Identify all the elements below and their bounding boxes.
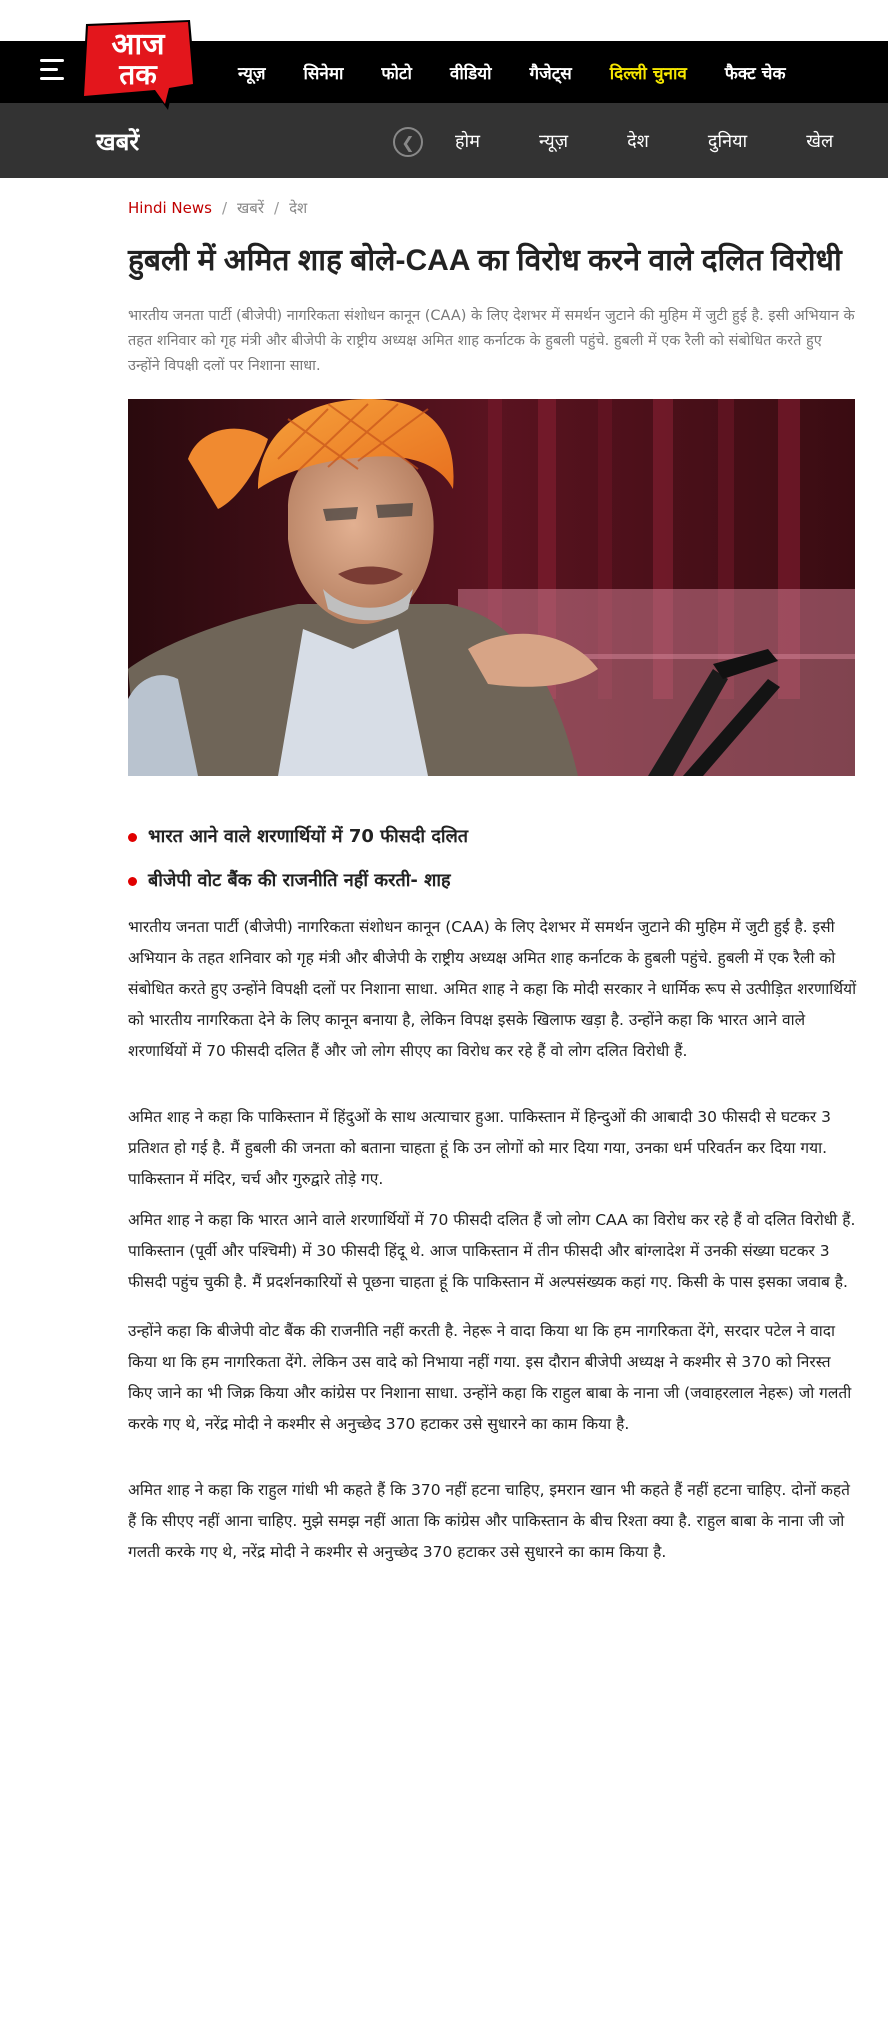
topnav-item-photo[interactable]: फोटो [381, 63, 412, 84]
subnav-item-sports[interactable]: खेल [806, 130, 834, 152]
article-summary: भारतीय जनता पार्टी (बीजेपी) नागरिकता संशोधन कानून (CAA) के लिए देशभर में समर्थन जुटाने की मुहिम में जुटी हुई है. इसी अभियान के तहत शनिवार को गृह मंत्री और बीजेपी के राष्ट्रीय अध्यक्ष अमित शाह कर्नाटक के हुबली पहुंचे. हुबली में एक रैली को संबोधित करते हुए उन्होंने विपक्षी दलों पर निशाना साधा. [128, 308, 855, 374]
chevron-left-icon[interactable]: ❮ [393, 127, 423, 157]
aajtak-logo[interactable] [72, 18, 200, 114]
topnav-item-cinema[interactable]: सिनेमा [303, 63, 344, 84]
breadcrumb-news-link[interactable]: खबरें [237, 199, 264, 217]
topnav-item-fact-check[interactable]: फैक्ट चेक [724, 63, 786, 84]
article-highlights [128, 824, 858, 894]
highlight-item: बीजेपी वोट बैंक की राजनीति नहीं करती- शाह [128, 868, 858, 894]
logo-text-top: आज [111, 27, 165, 62]
article-paragraph: अमित शाह ने कहा कि भारत आने वाले शरणार्थियों में 70 फीसदी दलित हैं जो लोग CAA का विरोध कर रहे हैं वो दलित विरोधी हैं. पाकिस्तान (पूर्वी और पश्चिमी) में 30 फीसदी हिंदू थे. आज पाकिस्तान में तीन फीसदी और बांग्लादेश में उनकी संख्या घटकर 3 फीसदी पहुंच चुकी है. मैं प्रदर्शनकारियों से पूछना चाहता हूं कि पाकिस्तान में अल्पसंख्यक कहां गए. किसी के पास इसका जवाब है. [128, 1211, 856, 1291]
breadcrumb-separator: / [274, 199, 280, 217]
subnav-item-home[interactable]: होम [455, 130, 480, 152]
section-title: खबरें [96, 128, 140, 156]
article-container [128, 178, 858, 1568]
article-headline: हुबली में अमित शाह बोले-CAA का विरोध करने वाले दलित विरोधी [128, 244, 842, 277]
highlight-item: भारत आने वाले शरणार्थियों में 70 फीसदी दलित [128, 824, 858, 850]
article-paragraph: उन्होंने कहा कि बीजेपी वोट बैंक की राजनीति नहीं करती है. नेहरू ने वादा किया था कि हम नागरिकता देंगे, सरदार पटेल ने वादा किया था कि हम नागरिकता देंगे. लेकिन उस वादे को निभाया नहीं गया. इस दौरान बीजेपी अध्यक्ष ने कश्मीर से 370 को निरस्त किए जाने का भी जिक्र किया और कांग्रेस पर निशाना साधा. उन्होंने कहा कि राहुल बाबा के नाना जी (जवाहरलाल नेहरू) जो गलती करके गए थे, नरेंद्र मोदी ने कश्मीर से अनुच्छेद 370 हटाकर उसे सुधारने का काम किया है. [128, 1322, 852, 1433]
topnav-item-news[interactable]: न्यूज़ [238, 63, 266, 84]
hamburger-menu-icon[interactable] [40, 59, 64, 83]
subnav-item-news[interactable]: न्यूज़ [538, 130, 569, 152]
subnav-item-world[interactable]: दुनिया [707, 130, 748, 152]
breadcrumb-country-link[interactable]: देश [289, 199, 308, 217]
breadcrumb-separator: / [221, 199, 228, 217]
breadcrumb [128, 198, 858, 218]
primary-nav [238, 41, 824, 103]
topnav-item-delhi-election[interactable]: दिल्ली चुनाव [609, 63, 687, 84]
topnav-item-video[interactable]: वीडियो [449, 63, 492, 84]
subnav-item-country[interactable]: देश [627, 130, 649, 152]
section-nav [455, 103, 888, 178]
logo-text-bottom: तक [119, 58, 157, 91]
breadcrumb-home-link[interactable]: Hindi News [128, 199, 212, 217]
topnav-item-gadgets[interactable]: गैजेट्स [529, 63, 572, 84]
article-paragraph: भारतीय जनता पार्टी (बीजेपी) नागरिकता संशोधन कानून (CAA) के लिए देशभर में समर्थन जुटाने की मुहिम में जुटी हुई है. इसी अभियान के तहत शनिवार को गृह मंत्री और बीजेपी के राष्ट्रीय अध्यक्ष अमित शाह कर्नाटक के हुबली पहुंचे. हुबली में एक रैली को संबोधित करते हुए उन्होंने विपक्षी दलों पर निशाना साधा. अमित शाह ने कहा कि मोदी सरकार ने धार्मिक रूप से उत्पीड़ित शरणार्थियों को भारतीय नागरिकता देने के लिए कानून बनाया है, लेकिन विपक्ष इसके खिलाफ खड़ा है. उन्होंने कहा कि भारत आने वाले शरणार्थियों में 70 फीसदी दलित हैं और जो लोग सीएए का विरोध कर रहे हैं वो लोग दलित विरोधी हैं. [128, 918, 857, 1060]
section-subbar [0, 103, 888, 178]
article-paragraph: अमित शाह ने कहा कि राहुल गांधी भी कहते हैं कि 370 नहीं हटना चाहिए, इमरान खान भी कहते हैं नहीं हटना चाहिए. दोनों कहते हैं कि सीएए नहीं आना चाहिए. मुझे समझ नहीं आता कि कांग्रेस और पाकिस्तान के बीच रिश्ता क्या है. राहुल बाबा के नाना जी जो गलती करके गए थे, नरेंद्र मोदी ने कश्मीर से अनुच्छेद 370 हटाकर उसे सुधारने का काम किया है. [128, 1481, 850, 1561]
article-body [128, 912, 858, 1568]
article-hero-image [128, 399, 855, 776]
article-paragraph: अमित शाह ने कहा कि पाकिस्तान में हिंदुओं के साथ अत्याचार हुआ. पाकिस्तान में हिन्दुओं की आबादी 30 फीसदी से घटकर 3 प्रतिशत हो गई है. मैं हुबली की जनता को बताना चाहता हूं कि उन लोगों को मार दिया गया, उनका धर्म परिवर्तन कर दिया गया. पाकिस्तान में मंदिर, चर्च और गुरुद्वारे तोड़े गए. [128, 1108, 831, 1188]
